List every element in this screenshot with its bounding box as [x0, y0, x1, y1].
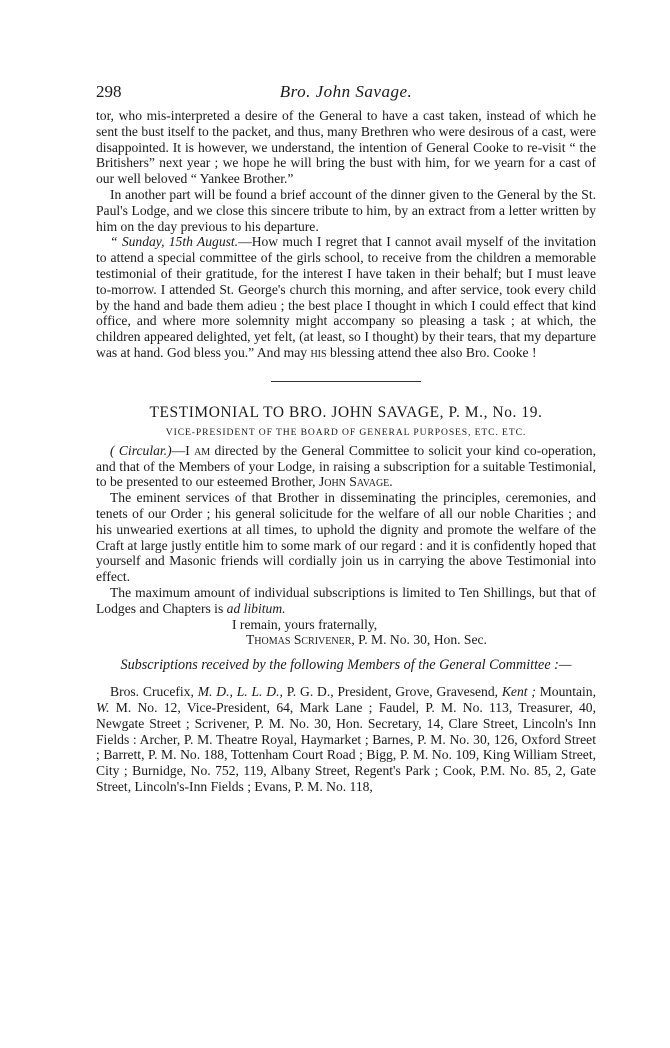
intro-paragraph-1: tor, who mis-interpreted a desire of the General to have a cast taken, instead of which he sent the bust itself to the packet, and thus, many Brethren who were desirous of a cast, were disappointed. It is however, we understand, the intention of General Cooke to re-visit “ the Britishers” next year ; we hope he will bring the bust with him, for we yearn for a cast of our well beloved “ Yankee Brother.” [96, 108, 596, 187]
subs-text-2: P. G. D., President, Grove, Gravesend, [282, 684, 502, 700]
running-title: Bro. John Savage. [279, 82, 413, 101]
subs-text-3: Mountain, [535, 684, 596, 700]
section-divider [271, 381, 421, 382]
subscriptions-list [96, 684, 596, 795]
page-number: 298 [96, 82, 122, 101]
circular-dash: —I [171, 442, 195, 458]
ad-libitum: ad libitum. [226, 600, 286, 616]
running-head [96, 82, 596, 108]
circular-am: am [194, 442, 211, 458]
letter-his: his [310, 344, 327, 360]
subscriptions-heading: Subscriptions received by the following Members of the General Committee :— [120, 657, 572, 674]
subscription-limit-text: The maximum amount of individual subscriptions is limited to Ten Shillings, but that of Lodges and Chapters is [96, 584, 596, 616]
subs-text-4: M. No. 12, Vice-President, 64, Mark Lane ; Faudel, P. M. No. 113, Treasurer, 40, Newgate Street ; Scrivener, P. M. No. 30, Hon. Secretary, 14, Clare Street, Lincoln's Inn Fields : Archer, P. M. Theatre Royal, Haymarket ; Barnes, P. M. No. 30, 126, Oxford Street ; Barrett, P. M. No. 188, Tottenham Court Road ; Bigg, P. M. No. 109, King William Street, City ; Burnidge, No. 752, 119, Albany Street, Regent's Park ; Cook, P.M. No. 85, 2, Gate Street, Lincoln's-Inn Fields ; Evans, P. M. No. 118, [96, 699, 596, 794]
subs-ital-3: W. [96, 699, 110, 715]
letter-extract [96, 234, 596, 360]
circular-name: John Savage. [318, 474, 393, 490]
signature-name: Thomas Scrivener, [246, 632, 355, 648]
letter-body-2: blessing attend thee also Bro. Cooke ! [326, 344, 537, 360]
subs-ital-1: M. D., L. L. D., [197, 684, 283, 700]
subs-text-1: Bros. Crucefix, [110, 684, 198, 700]
testimonial-paragraph-2: The eminent services of that Brother in disseminating the principles, ceremonies, and tenets of our Order ; his general solicitude for the welfare of all our noble Charities ; and his unwearied exertions at all times, to uphold the dignity and promote the welfare of the Craft at large justly entitle him to some mark of our regard : and it is confidently hoped that yourself and Masonic friends will cordially join us in carrying the above Testimonial into effect. [96, 490, 596, 585]
letter-body-1: —How much I regret that I cannot avail myself of the invitation to attend a special committee of the girls school, to receive from the children a memorable testimonial of their gratitude, for the interest I have taken in their behalf; but I must leave to-morrow. I attended St. George's church this morning, and after service, took every child by the hand and bade them adieu ; the best place I thought in which I could effect that kind office, and where more solemnity might accompany so pleasing a task ; at which, the children appeared delighted, yet felt, (at least, so I thought) by their tears, that my departure was at hand. God bless you.” And may [96, 234, 596, 360]
testimonial-heading: TESTIMONIAL TO BRO. JOHN SAVAGE, P. M., No. 19. [149, 403, 543, 421]
signature [96, 632, 596, 648]
testimonial-subheading: VICE-PRESIDENT OF THE BOARD OF GENERAL PURPOSES, ETC. ETC. [165, 426, 527, 438]
testimonial-paragraph-3 [96, 585, 596, 617]
intro-paragraph-2: In another part will be found a brief account of the dinner given to the General by the St. Paul's Lodge, and we close this sincere tribute to him, by an extract from a letter written by him on the day previous to his departure. [96, 186, 596, 234]
subs-ital-2: Kent ; [501, 684, 536, 700]
closing-salutation: I remain, yours fraternally, [232, 616, 378, 632]
book-page [96, 82, 596, 795]
letter-date: “ Sunday, 15th August. [110, 234, 239, 250]
signature-title: P. M. No. 30, Hon. Sec. [354, 632, 487, 648]
circular-label: ( Circular.) [110, 442, 172, 458]
circular-text: directed by the General Committee to solicit your kind co-operation, and that of the Members of your Lodge, in raising a subscription for a suitable Testimonial, to be presented to our esteemed Brother, [96, 442, 596, 490]
circular-paragraph [96, 443, 596, 490]
